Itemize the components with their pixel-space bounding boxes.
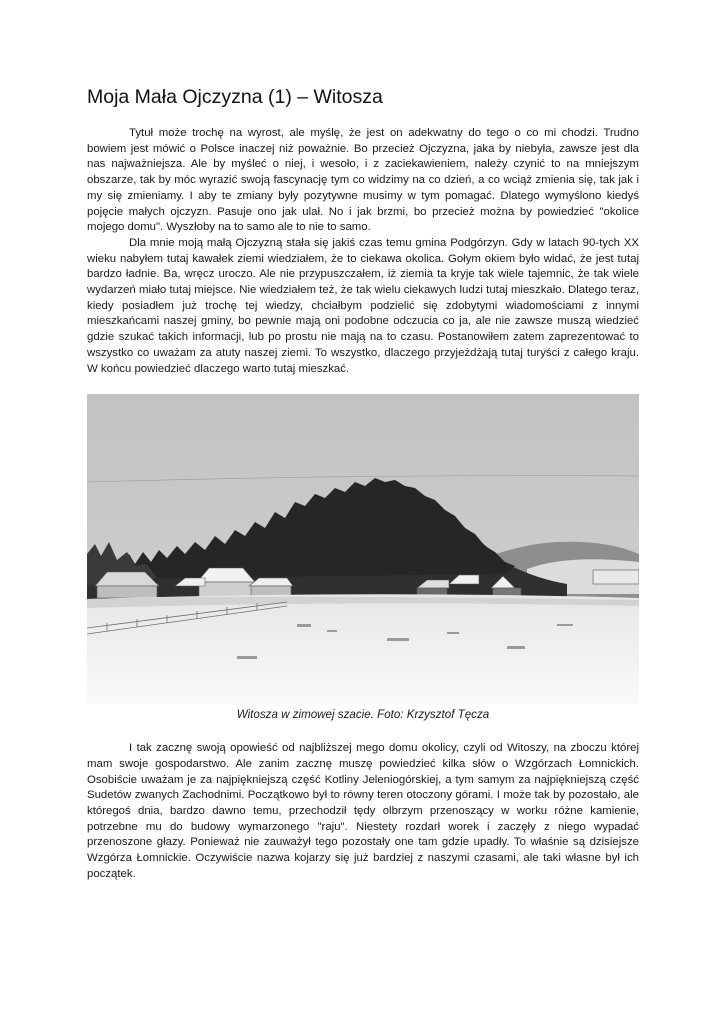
snow-field [87, 594, 639, 704]
photo-illustration [87, 394, 639, 704]
document-title: Moja Mała Ojczyzna (1) – Witosza [87, 86, 383, 108]
photo-caption: Witosza w zimowej szacie. Foto: Krzysztof Tęcza [236, 708, 490, 722]
paragraph-witosza: I tak zacznę swoją opowieść od najbliższej mego domu okolicy, czyli od Witoszy, na zboczu której mam swoje gospodarstwo. Ale zanim zacznę muszę powiedzieć kilka słów o Wzgórzach Łomnickich. Osobiście uważam je za najpiękniejszą część Kotliny Jeleniogórskiej, a tym samym za najpiękniejszą część Sudetów zwanych Zachodnimi. Początkowo był to równy teren otoczony górami. I może tak by pozostało, ale któregoś dnia, bardzo dawno temu, przechodził tędy olbrzym przenoszący w worku różne kamienie, potrzebne mu do budowy wymarzonego "raju". Niestety rozdarł worek i zaczęły z niego wypadać przenoszone głazy. Ponieważ nie zauważył tego pozostały one tam gdzie upadły. To właśnie są dzisiejsze Wzgórza Łomnickie. Oczywiście nazwa kojarzy się już bardziej z naszymi czasami, ale taki własne był ich początek. [87, 742, 639, 880]
witosza-winter-photo [87, 394, 639, 704]
document-page [87, 84, 639, 883]
paragraph-podgorzyn: Dla mnie moją małą Ojczyzną stała się jakiś czas temu gmina Podgórzyn. Gdy w latach 90-tych XX wieku nabyłem tutaj kawałek ziemi wiedziałem, że to ciekawa okolica. Gołym okiem było widać, że jest tutaj bardzo ładnie. Ba, wręcz uroczo. Ale nie przypuszczałem, iż ziemia ta kryje tak wiele tajemnic, że tak wiele wydarzeń miało tutaj miejsce. Nie wiedziałem też, że tak wielu ciekawych ludzi tutaj mieszkało. Dlatego teraz, kiedy posiadłem już trochę tej wiedzy, chciałbym podzielić się zdobytymi wiadomościami z innymi mieszkańcami naszej gminy, bo pewnie mają oni podobne odczucia co ja, ale nie zawsze muszą wiedzieć gdzie szukać takich informacji, lub po prostu nie mają na to czasu. Postanowiłem zatem zaprezentować to wszystko co uważam za atuty naszej ziemi. To wszystko, dlaczego przyjeżdżają tutaj turyści z całego kraju. W końcu powiedzieć dlaczego warto tutaj mieszkać. [87, 236, 639, 375]
paragraph-intro: Tytuł może trochę na wyrost, ale myślę, że jest on adekwatny do tego o co mi chodzi. Trudno bowiem jest mówić o Polsce inaczej niż poważnie. Bo przecież Ojczyzna, jaka by niebyła, zawsze jest dla nas najważniejsza. Ale by myśleć o niej, i wesoło, i z zaciekawieniem, należy czynić to na mniejszym obszarze, tak by móc wyrazić swoją fascynację tym co widzimy na co dzień, a co wciąż zmienia się, tak jak i my się zmieniamy. I aby te zmiany były pozytywne musimy w tym pomagać. Dlatego wymyślono kiedyś pojęcie małych ojczyzn. Pasuje ono jak ulał. No i jak brzmi, bo przecież można by powiedzieć "okolice mojego domu". Wyszłoby na to samo ale to nie to samo. [87, 127, 639, 234]
